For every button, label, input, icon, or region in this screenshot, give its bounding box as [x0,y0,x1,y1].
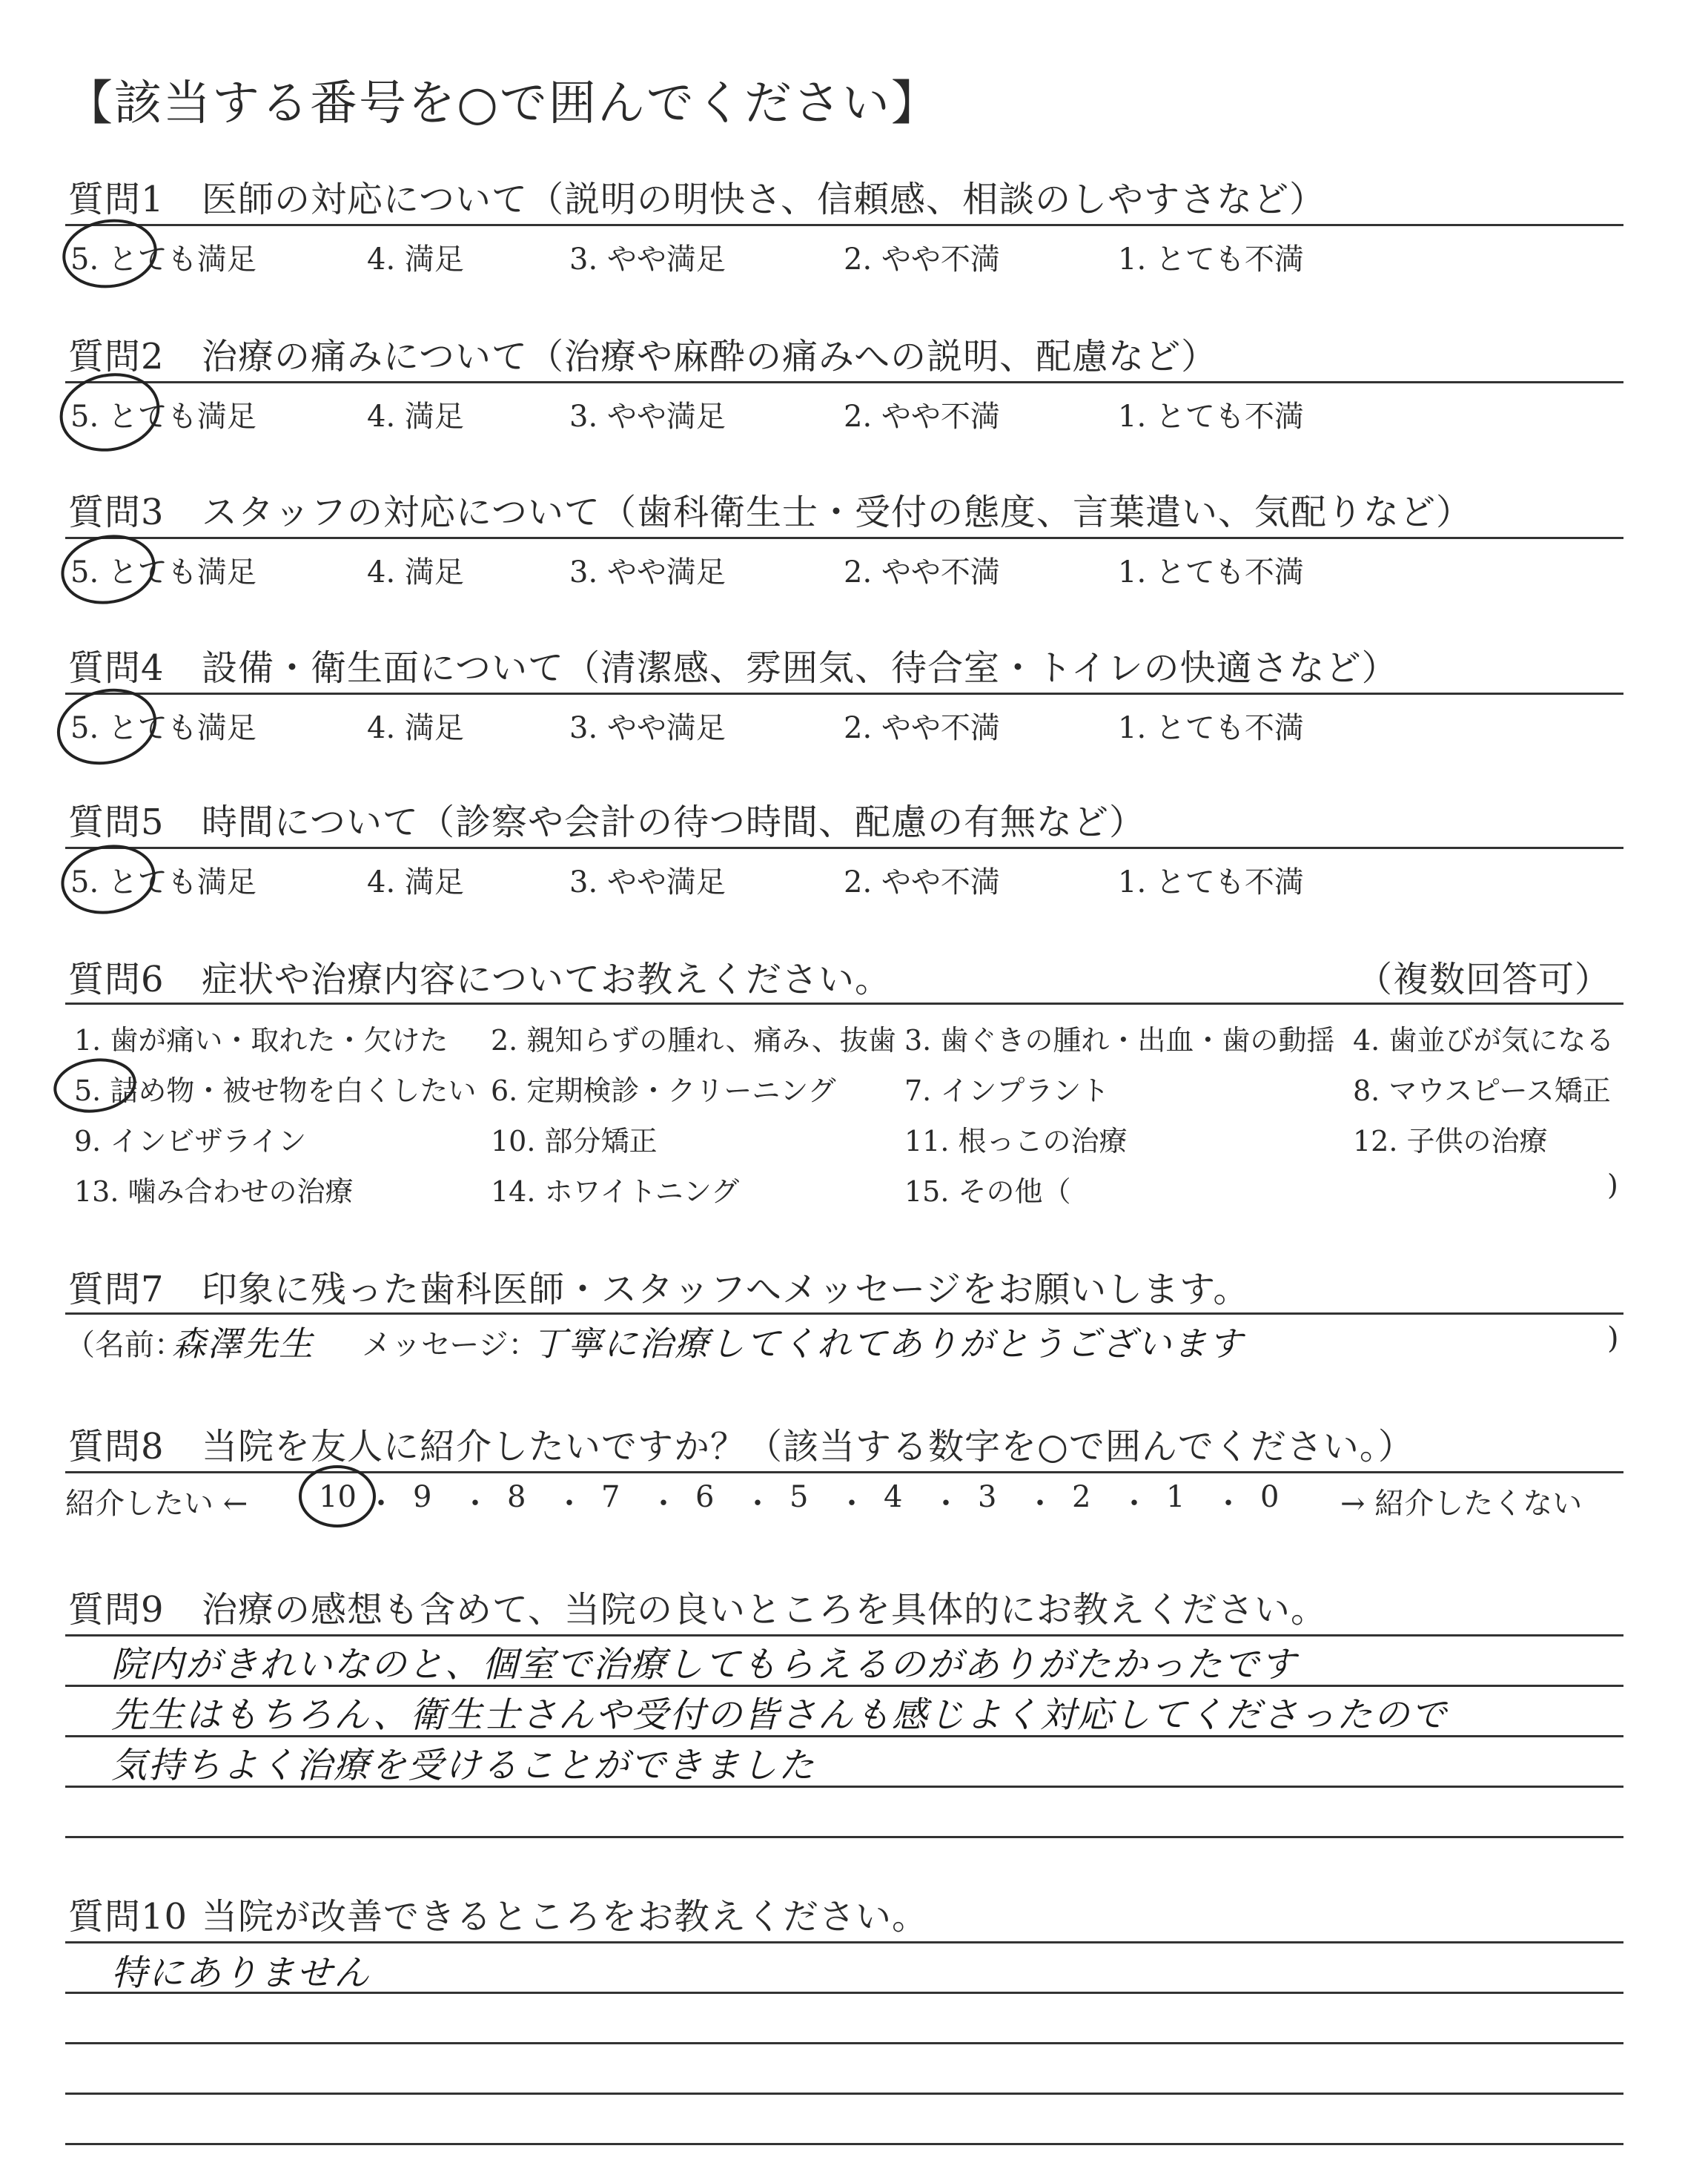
q6-item-5[interactable]: 5. 詰め物・被せ物を白くしたい [74,1074,477,1107]
q2-option-1[interactable]: 1. とても不満 [1118,400,1304,434]
question-1-rule [65,224,1623,226]
q8-scale-1[interactable]: 1 [1166,1480,1185,1514]
q1-option-5[interactable]: 5. とても満足 [70,242,256,277]
question-8-text: 当院を友人に紹介したいですか？（該当する数字を○で囲んでください。） [202,1426,1414,1467]
q6-item-14[interactable]: 14. ホワイトニング [491,1175,740,1208]
q9-answer-line-3[interactable]: 気持ちよく治療を受けることができました [111,1745,816,1786]
q7-message-label: メッセージ： [362,1328,538,1362]
q10-line-3 [65,2042,1623,2044]
q6-item-12[interactable]: 12. 子供の治療 [1353,1125,1548,1157]
q8-scale-3[interactable]: 3 [978,1480,997,1514]
q8-scale-separator: ・ [1214,1487,1243,1521]
q9-answer-line-1[interactable]: 院内がきれいなのと、個室で治療してもらえるのがありがたかったです [111,1644,1298,1685]
question-5-text: 時間について（診察や会計の待つ時間、配慮の有無など） [202,802,1146,843]
q2-option-2[interactable]: 2. やや不満 [844,400,1000,434]
q8-scale-8[interactable]: 8 [507,1480,526,1514]
q8-scale-separator: ・ [366,1487,396,1521]
q6-item-9[interactable]: 9. インビザライン [74,1125,307,1157]
q5-option-4[interactable]: 4. 満足 [367,865,464,899]
q5-option-3[interactable]: 3. やや満足 [569,865,726,899]
question-1-text: 医師の対応について（説明の明快さ、信頼感、相談のしやすさなど） [202,179,1326,220]
question-7-label: 質問7 [68,1269,165,1310]
q6-item-7[interactable]: 7. インプラント [904,1074,1110,1107]
q8-scale-0[interactable]: 0 [1260,1480,1280,1514]
q5-option-1[interactable]: 1. とても不満 [1118,865,1304,899]
question-8-label: 質問8 [68,1426,165,1467]
question-2-label: 質問2 [68,336,165,377]
q9-line-5 [65,1836,1623,1838]
question-4-text: 設備・衛生面について（清潔感、雰囲気、待合室・トイレの快適さなど） [202,647,1398,689]
question-5-label: 質問5 [68,802,165,843]
q8-scale-7[interactable]: 7 [601,1480,620,1514]
q1-option-4[interactable]: 4. 満足 [367,242,464,277]
question-9-label: 質問9 [68,1589,165,1631]
q8-scale-separator: ・ [743,1487,772,1521]
q1-option-3[interactable]: 3. やや満足 [569,242,726,277]
question-3-label: 質問3 [68,492,165,533]
q7-close: ) [1607,1321,1619,1355]
page-title: 【該当する番号を○で囲んでください】 [65,76,940,131]
q6-item-3[interactable]: 3. 歯ぐきの腫れ・出血・歯の動揺 [904,1024,1335,1057]
q10-answer-line-1[interactable]: 特にありません [111,1952,371,1994]
question-5-rule [65,847,1623,849]
q6-item-13[interactable]: 13. 噛み合わせの治療 [74,1175,354,1208]
question-10-text: 当院が改善できるところをお教えください。 [202,1896,929,1938]
q8-scale-9[interactable]: 9 [413,1480,432,1514]
question-4-rule [65,693,1623,695]
q7-name-value[interactable]: 森澤先生 [172,1324,314,1364]
q10-line-1 [65,1941,1623,1943]
q6-item-15-close: ) [1607,1169,1618,1201]
q2-option-4[interactable]: 4. 満足 [367,400,464,434]
q8-scale-separator: ・ [460,1487,490,1521]
q9-answer-line-2[interactable]: 先生はもちろん、衛生士さんや受付の皆さんも感じよく対応してくださったので [111,1694,1448,1736]
q4-option-3[interactable]: 3. やや満足 [569,711,726,745]
q3-option-3[interactable]: 3. やや満足 [569,555,726,589]
q2-option-3[interactable]: 3. やや満足 [569,400,726,434]
q10-line-5 [65,2143,1623,2145]
q8-left-label: 紹介したい ← [65,1487,248,1521]
q8-scale-separator: ・ [931,1487,961,1521]
question-7-rule [65,1312,1623,1315]
question-2-rule [65,381,1623,383]
q6-item-4[interactable]: 4. 歯並びが気になる [1353,1024,1615,1057]
q6-item-11[interactable]: 11. 根っこの治療 [904,1125,1128,1157]
q3-option-5[interactable]: 5. とても満足 [70,555,256,589]
q8-scale-separator: ・ [1119,1487,1149,1521]
q3-option-4[interactable]: 4. 満足 [367,555,464,589]
q1-option-2[interactable]: 2. やや不満 [844,242,1000,277]
question-6-note: （複数回答可） [1357,959,1612,1000]
q6-item-15[interactable]: 15. その他（ [904,1175,1071,1208]
q2-option-5[interactable]: 5. とても満足 [70,400,256,434]
question-3-rule [65,537,1623,539]
q4-option-1[interactable]: 1. とても不満 [1118,711,1304,745]
q10-line-4 [65,2093,1623,2095]
question-7-text: 印象に残った歯科医師・スタッフへメッセージをお願いします。 [202,1269,1250,1310]
q8-scale-5[interactable]: 5 [790,1480,809,1514]
q8-scale-10[interactable]: 10 [319,1480,357,1514]
question-10-label: 質問10 [68,1896,188,1938]
q7-message-value[interactable]: 丁寧に治療してくれてありがとうございます [532,1324,1244,1364]
question-4-label: 質問4 [68,647,165,689]
question-6-label: 質問6 [68,959,165,1000]
q8-right-label: → 紹介したくない [1340,1487,1583,1521]
q8-scale-separator: ・ [555,1487,584,1521]
q8-scale-separator: ・ [649,1487,678,1521]
question-9-text: 治療の感想も含めて、当院の良いところを具体的にお教えください。 [202,1589,1328,1631]
q6-item-6[interactable]: 6. 定期検診・クリーニング [491,1074,836,1107]
q3-option-1[interactable]: 1. とても不満 [1118,555,1304,589]
q5-option-5[interactable]: 5. とても満足 [70,865,256,899]
q1-option-1[interactable]: 1. とても不満 [1118,242,1304,277]
question-6-text: 症状や治療内容についてお教えください。 [202,959,892,1000]
question-2-text: 治療の痛みについて（治療や麻酔の痛みへの説明、配慮など） [202,336,1218,377]
q8-scale-separator: ・ [837,1487,867,1521]
q7-name-label: （名前： [65,1328,184,1362]
q6-item-10[interactable]: 10. 部分矯正 [491,1125,658,1157]
q8-scale-2[interactable]: 2 [1072,1480,1091,1514]
question-1-label: 質問1 [68,179,165,220]
q3-option-2[interactable]: 2. やや不満 [844,555,1000,589]
q4-option-2[interactable]: 2. やや不満 [844,711,1000,745]
q6-item-2[interactable]: 2. 親知らずの腫れ、痛み、抜歯 [491,1024,896,1057]
q4-option-4[interactable]: 4. 満足 [367,711,464,745]
q8-scale-6[interactable]: 6 [695,1480,715,1514]
q6-item-1[interactable]: 1. 歯が痛い・取れた・欠けた [74,1024,448,1057]
q6-item-8[interactable]: 8. マウスピース矯正 [1353,1074,1611,1107]
question-8-rule [65,1471,1623,1473]
q8-scale-separator: ・ [1025,1487,1055,1521]
question-3-text: スタッフの対応について（歯科衛生士・受付の態度、言葉遣い、気配りなど） [202,492,1473,533]
q5-option-2[interactable]: 2. やや不満 [844,865,1000,899]
q4-option-5[interactable]: 5. とても満足 [70,711,256,745]
question-6-rule [65,1003,1623,1005]
q8-scale-4[interactable]: 4 [884,1480,903,1514]
